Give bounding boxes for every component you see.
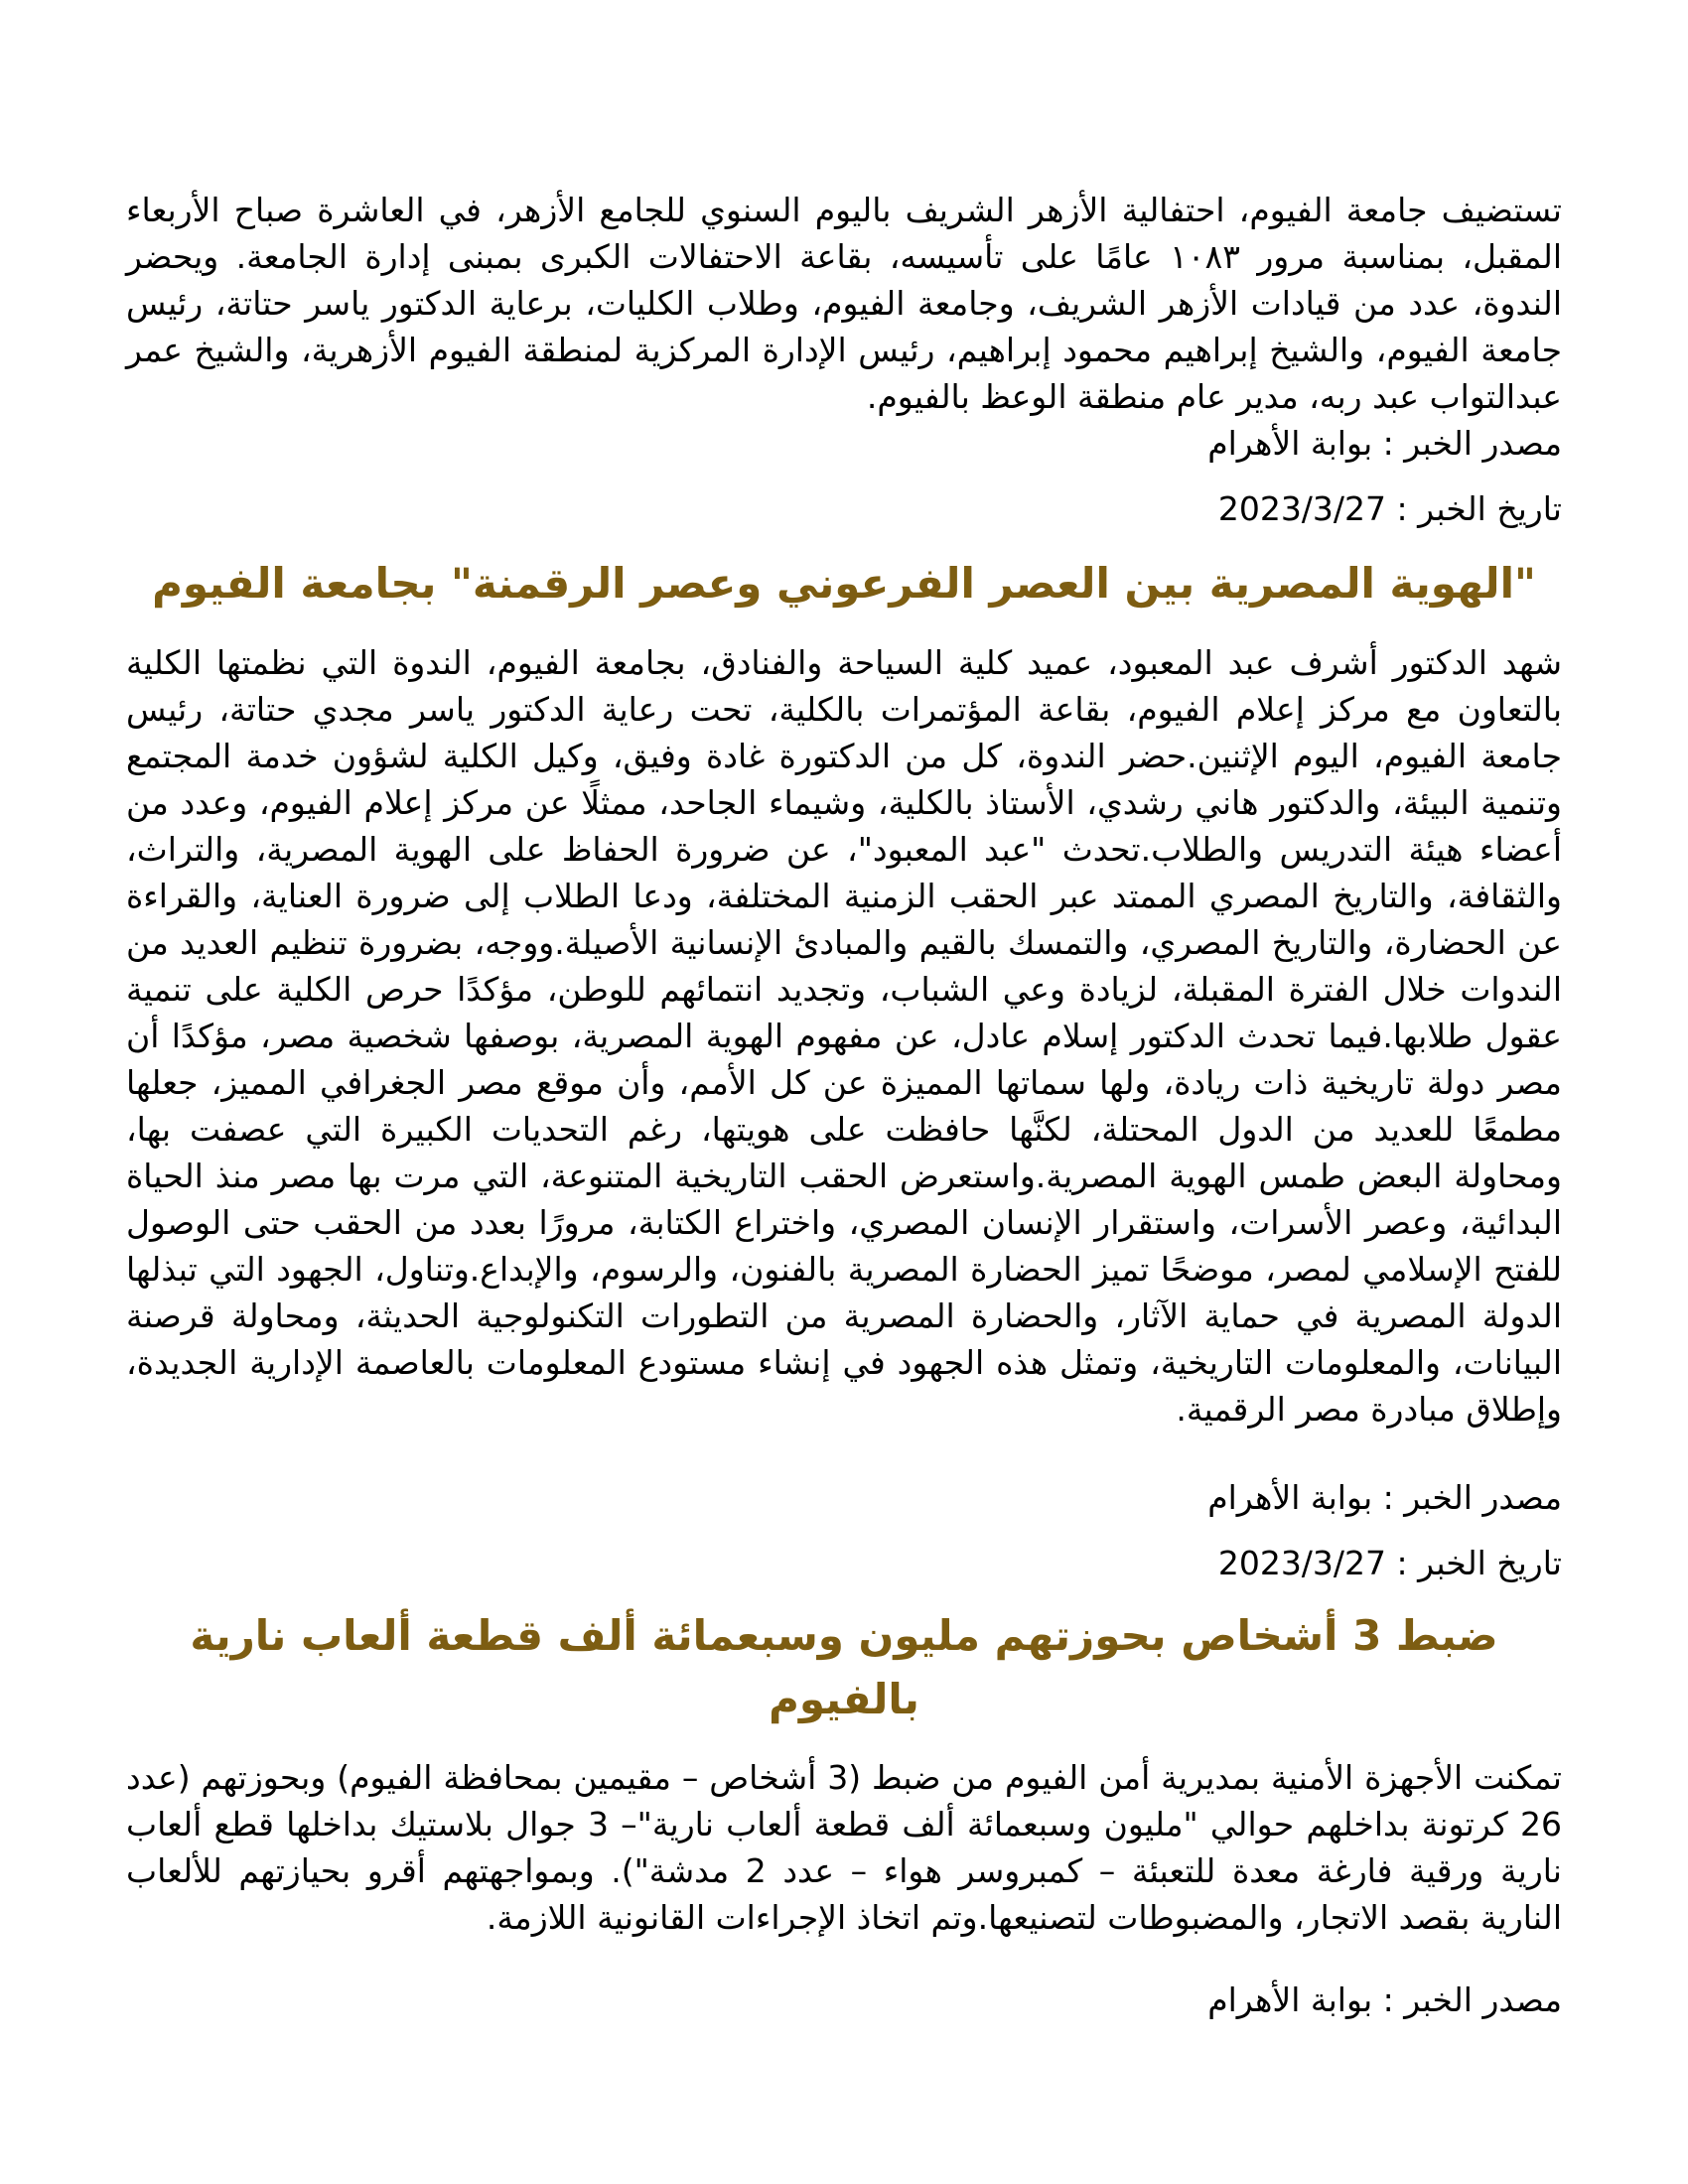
article-1-news-source-line: مصدر الخبر : بوابة الأهرام [1207, 424, 1562, 463]
article-2-headline: "الهوية المصرية بين العصر الفرعوني وعصر الرقمنة" بجامعة الفيوم [152, 559, 1536, 608]
article-1-body: تستضيف جامعة الفيوم، احتفالية الأزهر الشريف باليوم السنوي للجامع الأزهر، في العاشرة صباح الأربعاء المقبل، بمناسبة مرور ١٠٨٣ عامًا على تأسيسه، بقاعة الاحتفالات الكبرى بمبنى إدارة الجامعة. ويحضر الندوة، عدد من قيادات الأزهر الشريف، وجامعة الفيوم، وطلاب الكليات، برعاية الدكتور ياسر حتاتة، رئيس جامعة الفيوم، والشيخ إبراهيم محمود إبراهيم، رئيس الإدارة المركزية لمنطقة الفيوم الأزهرية، والشيخ عمر عبدالتواب عبد ربه، مدير عام منطقة الوعظ بالفيوم. [126, 191, 1562, 416]
article-1-news-date-line: تاريخ الخبر : 2023/3/27 [1217, 489, 1562, 528]
article-2-news-date-line: تاريخ الخبر : 2023/3/27 [1217, 1544, 1562, 1582]
article-3-body: تمكنت الأجهزة الأمنية بمديرية أمن الفيوم من ضبط (3 أشخاص – مقيمين بمحافظة الفيوم) وبحوزتهم (عدد 26 كرتونة بداخلهم حوالي "مليون وسبعمائة ألف قطعة ألعاب نارية"– 3 جوال بلاستيك بداخلها قطع ألعاب نارية ورقية فارغة معدة للتعبئة – كمبروسر هواء – عدد 2 مدشة"). وبمواجهتهم أقرو بحيازتهم للألعاب النارية بقصد الاتجار، والمضبوطات لتصنيعها.وتم اتخاذ الإجراءات القانونية اللازمة. [126, 1758, 1562, 1937]
article-2-news-source-line: مصدر الخبر : بوابة الأهرام [1207, 1478, 1562, 1517]
document-page [126, 187, 1562, 2023]
article-2 [126, 552, 1562, 1586]
article-3 [126, 1604, 1562, 2023]
article-1 [126, 187, 1562, 532]
article-2-body: شهد الدكتور أشرف عبد المعبود، عميد كلية السياحة والفنادق، بجامعة الفيوم، الندوة التي نظمتها الكلية بالتعاون مع مركز إعلام الفيوم، بقاعة المؤتمرات بالكلية، تحت رعاية الدكتور ياسر مجدي حتاتة، رئيس جامعة الفيوم، اليوم الإثنين.حضر الندوة، كل من الدكتورة غادة وفيق، وكيل الكلية لشؤون خدمة المجتمع وتنمية البيئة، والدكتور هاني رشدي، الأستاذ بالكلية، وشيماء الجاحد، ممثلًا عن مركز إعلام الفيوم، وعدد من أعضاء هيئة التدريس والطلاب.تحدث "عبد المعبود"، عن ضرورة الحفاظ على الهوية المصرية، والتراث، والثقافة، والتاريخ المصري الممتد عبر الحقب الزمنية المختلفة، ودعا الطلاب إلى ضرورة العناية، والقراءة عن الحضارة، والتاريخ المصري، والتمسك بالقيم والمبادئ الإنسانية الأصيلة.ووجه، بضرورة تنظيم العديد من الندوات خلال الفترة المقبلة، لزيادة وعي الشباب، وتجديد انتمائهم للوطن، مؤكدًا حرص الكلية على تنمية عقول طلابها.فيما تحدث الدكتور إسلام عادل، عن مفهوم الهوية المصرية، بوصفها شخصية مصر، مؤكدًا أن مصر دولة تاريخية ذات ريادة، ولها سماتها المميزة عن كل الأمم، وأن موقع مصر الجغرافي المميز، جعلها مطمعًا للعديد من الدول المحتلة، لكنَّها حافظت على هويتها، رغم التحديات الكبيرة التي عصفت بها، ومحاولة البعض طمس الهوية المصرية.واستعرض الحقب التاريخية المتنوعة، التي مرت بها مصر منذ الحياة البدائية، وعصر الأسرات، واستقرار الإنسان المصري، واختراع الكتابة، مرورًا بعدد من الحقب حتى الوصول للفتح الإسلامي لمصر، موضحًا تميز الحضارة المصرية بالفنون، والرسوم، والإبداع.وتناول، الجهود التي تبذلها الدولة المصرية في حماية الآثار، والحضارة المصرية من التطورات التكنولوجية الحديثة، ومحاولة قرصنة البيانات، والمعلومات التاريخية، وتمثل هذه الجهود في إنشاء مستودع المعلومات بالعاصمة الإدارية الجديدة، وإطلاق مبادرة مصر الرقمية. [126, 643, 1562, 1429]
article-3-headline: ضبط 3 أشخاص بحوزتهم مليون وسبعمائة ألف قطعة ألعاب نارية بالفيوم [190, 1611, 1498, 1723]
article-3-news-source-line: مصدر الخبر : بوابة الأهرام [1207, 1980, 1562, 2019]
